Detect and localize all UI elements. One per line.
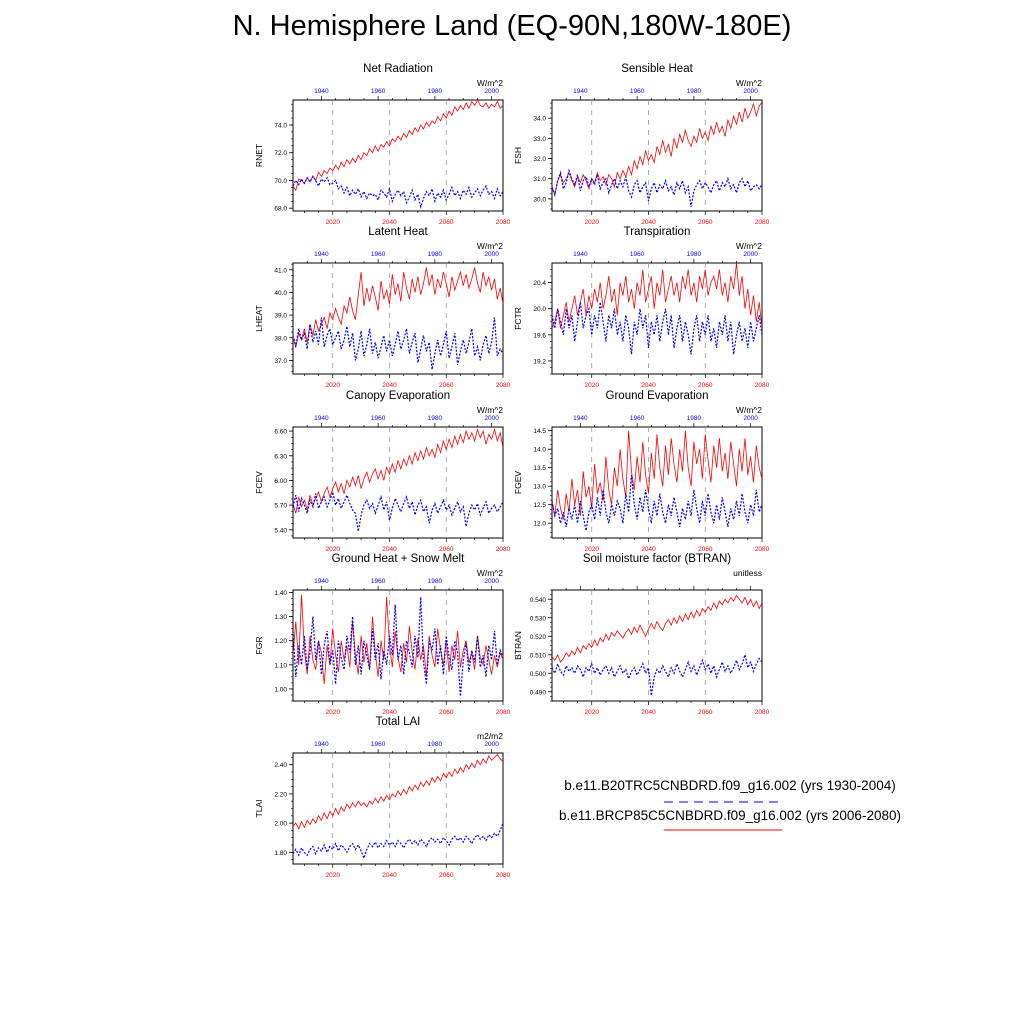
x-tick-label-top: 1960 xyxy=(370,251,386,258)
y-axis-label: FCEV xyxy=(254,471,264,494)
y-tick-label: 0.530 xyxy=(529,615,546,623)
y-tick-label: 39.0 xyxy=(274,312,287,320)
x-tick-label-top: 1960 xyxy=(629,88,645,95)
x-tick-label-top: 2000 xyxy=(484,251,499,258)
series-line-future xyxy=(293,268,503,347)
x-tick-label-top: 1960 xyxy=(370,578,386,585)
series-line-future xyxy=(293,100,503,190)
plot-frame xyxy=(552,100,762,211)
series-line-historical xyxy=(552,475,762,530)
x-tick-label-bottom: 2080 xyxy=(754,219,770,226)
y-tick-label: 6.30 xyxy=(274,453,287,461)
x-tick-label-top: 1940 xyxy=(573,88,588,95)
chart-panel-fcev xyxy=(254,390,511,553)
units-label: W/m^2 xyxy=(476,405,503,415)
units-label: m2/m2 xyxy=(477,731,503,741)
y-tick-label: 6.60 xyxy=(274,428,287,436)
y-tick-label: 40.0 xyxy=(274,289,287,297)
legend-case-historical: b.e11.B20TRC5CNBDRD.f09_g16.002 (yrs 1930-2004) xyxy=(564,778,896,793)
units-label: W/m^2 xyxy=(735,405,762,415)
x-tick-label-bottom: 2060 xyxy=(439,219,454,226)
series-line-historical xyxy=(293,823,503,858)
y-tick-label: 1.20 xyxy=(274,638,287,646)
series-line-historical xyxy=(293,492,503,531)
x-tick-label-bottom: 2040 xyxy=(641,546,656,553)
x-tick-label-bottom: 2040 xyxy=(641,709,656,716)
x-tick-label-bottom: 2080 xyxy=(495,382,511,389)
units-label: W/m^2 xyxy=(476,241,503,251)
chart-panel-btran xyxy=(513,553,770,716)
series-line-future xyxy=(552,431,762,520)
x-tick-label-bottom: 2080 xyxy=(495,872,511,879)
x-tick-label-bottom: 2060 xyxy=(698,546,713,553)
y-tick-label: 14.0 xyxy=(533,446,546,454)
y-tick-label: 5.40 xyxy=(274,527,287,535)
x-tick-label-top: 1960 xyxy=(370,415,386,422)
y-tick-label: 37.0 xyxy=(274,357,287,365)
y-axis-label: RNET xyxy=(254,143,264,168)
x-tick-label-top: 1980 xyxy=(686,88,702,95)
units-label: W/m^2 xyxy=(476,78,503,88)
series-line-historical xyxy=(552,302,762,354)
series-line-future xyxy=(293,595,503,684)
x-tick-label-top: 1940 xyxy=(314,88,329,95)
x-tick-label-top: 2000 xyxy=(743,88,758,95)
y-tick-label: 19.2 xyxy=(533,358,546,366)
page-title: N. Hemisphere Land (EQ-90N,180W-180E) xyxy=(232,10,792,42)
y-tick-label: 0.520 xyxy=(529,633,546,641)
x-tick-label-top: 2000 xyxy=(484,88,499,95)
x-tick-label-bottom: 2040 xyxy=(641,219,656,226)
x-tick-label-top: 2000 xyxy=(743,251,758,258)
x-tick-label-top: 1980 xyxy=(686,251,702,258)
x-tick-label-bottom: 2020 xyxy=(325,709,340,716)
panel-title: Latent Heat xyxy=(368,226,428,238)
x-tick-label-bottom: 2040 xyxy=(382,872,397,879)
y-tick-label: 41.0 xyxy=(274,267,287,275)
y-tick-label: 5.70 xyxy=(274,502,287,510)
x-tick-label-bottom: 2020 xyxy=(584,219,599,226)
x-tick-label-top: 1960 xyxy=(370,741,386,748)
x-tick-label-top: 2000 xyxy=(484,741,499,748)
y-tick-label: 2.40 xyxy=(274,762,287,770)
x-tick-label-bottom: 2060 xyxy=(439,709,454,716)
x-tick-label-bottom: 2080 xyxy=(495,219,511,226)
y-tick-label: 74.0 xyxy=(274,122,287,130)
x-tick-label-bottom: 2060 xyxy=(698,382,713,389)
y-tick-label: 14.5 xyxy=(533,428,546,436)
y-tick-label: 20.4 xyxy=(533,280,546,288)
x-tick-label-bottom: 2020 xyxy=(584,546,599,553)
x-tick-label-bottom: 2040 xyxy=(641,382,656,389)
y-axis-label: FSH xyxy=(513,147,523,164)
x-tick-label-bottom: 2060 xyxy=(439,382,454,389)
panel-title: Total LAI xyxy=(375,716,421,728)
series-line-future xyxy=(293,430,503,514)
x-tick-label-bottom: 2080 xyxy=(495,546,511,553)
x-tick-label-top: 1940 xyxy=(314,578,329,585)
x-tick-label-top: 1940 xyxy=(314,251,329,258)
chart-panel-fsh xyxy=(513,63,770,226)
panel-title: Soil moisture factor (BTRAN) xyxy=(582,553,732,565)
chart-panel-fgev xyxy=(513,390,770,553)
x-tick-label-top: 1980 xyxy=(686,415,702,422)
x-tick-label-bottom: 2020 xyxy=(325,219,340,226)
x-tick-label-top: 2000 xyxy=(743,415,758,422)
x-tick-label-top: 1940 xyxy=(573,251,588,258)
x-tick-label-bottom: 2060 xyxy=(698,219,713,226)
x-tick-label-top: 2000 xyxy=(484,415,499,422)
y-tick-label: 30.0 xyxy=(533,196,546,204)
panel-title: Net Radiation xyxy=(363,63,433,75)
y-tick-label: 32.0 xyxy=(533,156,546,164)
x-tick-label-top: 1980 xyxy=(427,88,443,95)
panel-title: Ground Heat + Snow Melt xyxy=(331,553,465,565)
x-tick-label-top: 2000 xyxy=(484,578,499,585)
units-label: W/m^2 xyxy=(735,78,762,88)
y-tick-label: 13.0 xyxy=(533,483,546,491)
x-tick-label-top: 1960 xyxy=(629,415,645,422)
y-tick-label: 1.40 xyxy=(274,589,287,597)
x-tick-label-bottom: 2040 xyxy=(382,546,397,553)
y-axis-label: FGEV xyxy=(513,470,523,495)
legend-case-future: b.e11.BRCP85C5CNBDRD.f09_g16.002 (yrs 2006-2080) xyxy=(559,808,901,823)
series-line-future xyxy=(293,755,503,829)
y-tick-label: 38.0 xyxy=(274,335,287,343)
x-tick-label-top: 1940 xyxy=(314,415,329,422)
x-tick-label-bottom: 2080 xyxy=(754,546,770,553)
chart-panel-rnet xyxy=(254,63,511,226)
x-tick-label-bottom: 2020 xyxy=(325,382,340,389)
units-label: unitless xyxy=(733,568,762,578)
y-tick-label: 72.0 xyxy=(274,150,287,158)
y-tick-label: 0.500 xyxy=(529,670,546,678)
x-tick-label-bottom: 2060 xyxy=(439,872,454,879)
y-tick-label: 12.0 xyxy=(533,520,546,528)
x-tick-label-bottom: 2040 xyxy=(382,219,397,226)
units-label: W/m^2 xyxy=(735,241,762,251)
chart-panel-lheat xyxy=(254,226,511,389)
panel-title: Transpiration xyxy=(623,226,691,238)
x-tick-label-top: 1980 xyxy=(427,741,443,748)
x-tick-label-bottom: 2040 xyxy=(382,382,397,389)
y-tick-label: 70.0 xyxy=(274,177,287,185)
y-tick-label: 12.5 xyxy=(533,502,546,510)
series-line-historical xyxy=(552,655,762,696)
y-axis-label: BTRAN xyxy=(513,631,523,660)
units-label: W/m^2 xyxy=(476,568,503,578)
x-tick-label-top: 1940 xyxy=(314,741,329,748)
y-tick-label: 13.5 xyxy=(533,465,546,473)
y-tick-label: 68.0 xyxy=(274,205,287,213)
x-tick-label-bottom: 2020 xyxy=(325,872,340,879)
y-tick-label: 6.00 xyxy=(274,477,287,485)
plot-frame xyxy=(293,427,503,538)
y-tick-label: 2.00 xyxy=(274,820,287,828)
x-tick-label-top: 1940 xyxy=(573,415,588,422)
x-tick-label-bottom: 2080 xyxy=(754,382,770,389)
y-tick-label: 31.0 xyxy=(533,176,546,184)
series-line-historical xyxy=(293,176,503,207)
y-tick-label: 33.0 xyxy=(533,135,546,143)
y-tick-label: 19.6 xyxy=(533,332,546,340)
series-line-future xyxy=(552,596,762,663)
y-tick-label: 2.20 xyxy=(274,791,287,799)
y-axis-label: FGR xyxy=(254,636,264,655)
y-tick-label: 0.490 xyxy=(529,689,546,697)
y-tick-label: 0.540 xyxy=(529,596,546,604)
y-axis-label: TLAI xyxy=(254,799,264,818)
y-tick-label: 1.80 xyxy=(274,849,287,857)
chart-panel-fctr xyxy=(513,226,770,389)
x-tick-label-bottom: 2020 xyxy=(325,546,340,553)
x-tick-label-top: 1980 xyxy=(427,578,443,585)
x-tick-label-top: 1960 xyxy=(629,251,645,258)
y-tick-label: 34.0 xyxy=(533,115,546,123)
x-tick-label-bottom: 2020 xyxy=(584,382,599,389)
x-tick-label-top: 1960 xyxy=(370,88,386,95)
series-line-historical xyxy=(293,317,503,369)
x-tick-label-bottom: 2060 xyxy=(439,546,454,553)
y-tick-label: 0.510 xyxy=(529,652,546,660)
y-tick-label: 1.00 xyxy=(274,686,287,694)
panel-title: Canopy Evaporation xyxy=(345,390,451,402)
y-axis-label: LHEAT xyxy=(254,305,264,332)
x-tick-label-bottom: 2020 xyxy=(584,709,599,716)
panel-title: Sensible Heat xyxy=(621,63,693,75)
panel-title: Ground Evaporation xyxy=(605,390,709,402)
x-tick-label-top: 1980 xyxy=(427,251,443,258)
y-tick-label: 1.10 xyxy=(274,662,287,670)
y-tick-label: 1.30 xyxy=(274,614,287,622)
x-tick-label-bottom: 2080 xyxy=(754,709,770,716)
y-axis-label: FCTR xyxy=(513,307,523,330)
x-tick-label-bottom: 2080 xyxy=(495,709,511,716)
chart-panel-tlai xyxy=(254,716,511,879)
x-tick-label-bottom: 2060 xyxy=(698,709,713,716)
y-tick-label: 20.0 xyxy=(533,306,546,314)
chart-panel-fgr xyxy=(254,553,511,716)
x-tick-label-top: 1980 xyxy=(427,415,443,422)
x-tick-label-bottom: 2040 xyxy=(382,709,397,716)
